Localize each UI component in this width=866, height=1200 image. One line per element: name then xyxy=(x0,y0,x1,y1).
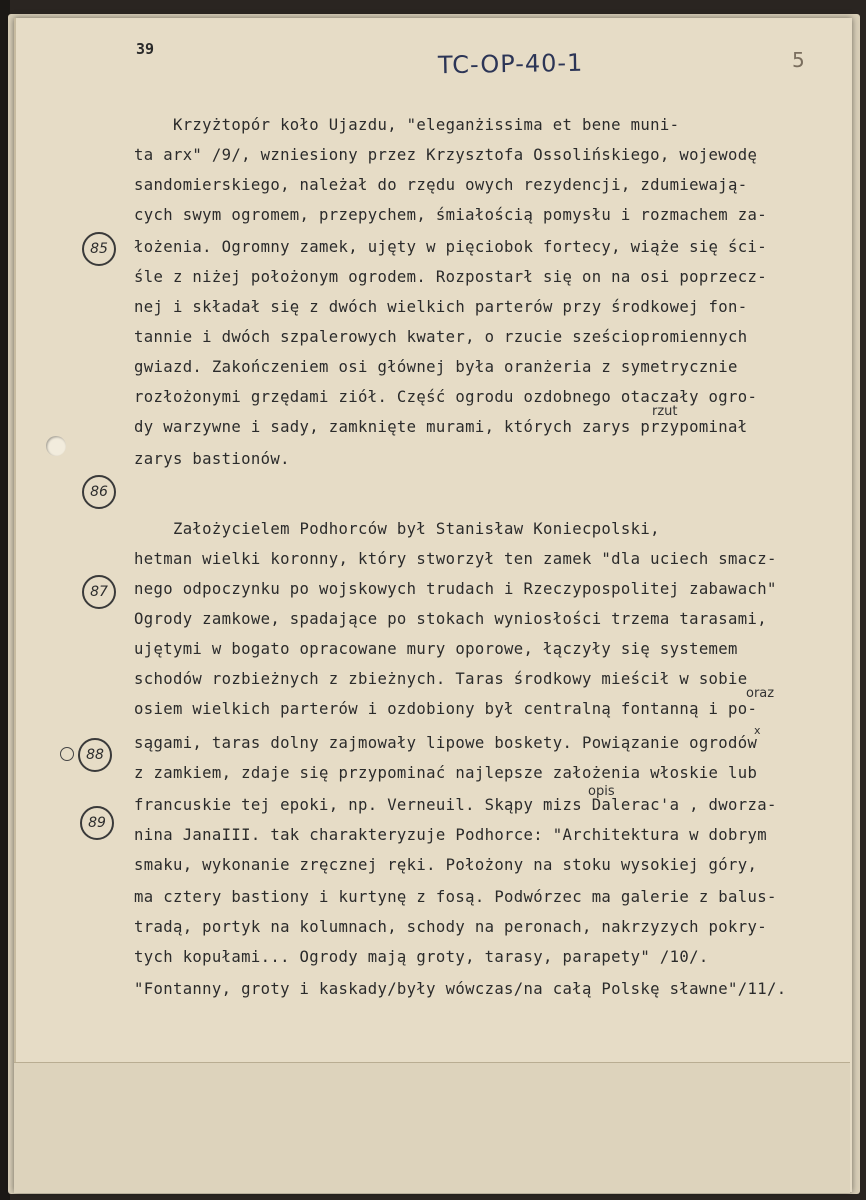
text-line: cych swym ogromem, przepychem, śmiałością pomysłu i rozmachem za- xyxy=(134,206,767,224)
text-line: łożenia. Ogromny zamek, ujęty w pięciobok fortecy, wiąże się ści- xyxy=(134,238,767,256)
annotation-oraz: oraz xyxy=(746,686,775,701)
text-line: ta arx" /9/, wzniesiony przez Krzysztofa Ossolińskiego, wojewodę xyxy=(134,146,758,164)
text-line: francuskie tej epoki, np. Verneuil. Skąpy mizs Dalerac'a , dworza- xyxy=(134,796,777,814)
annotation-opis: opis xyxy=(588,784,615,799)
text-line: tych kopułami... Ogrody mają groty, tarasy, parapety" /10/. xyxy=(134,948,709,966)
page-number: 39 xyxy=(136,40,155,58)
text-line: Krzyżtopór koło Ujazdu, "eleganżissima et bene muni- xyxy=(134,116,680,134)
text-line: ma cztery bastiony i kurtynę z fosą. Podwórzec ma galerie z balus- xyxy=(134,888,777,906)
text-line: "Fontanny, groty i kaskady/były wówczas/na całą Polskę sławne"/11/. xyxy=(134,980,787,998)
text-line: nego odpoczynku po wojskowych trudach i Rzeczypospolitej zabawach" xyxy=(134,580,777,598)
text-line: z zamkiem, zdaje się przypominać najlepsze założenia włoskie lub xyxy=(134,764,758,782)
margin-marker-89: 89 xyxy=(80,806,114,840)
archive-reference: TC-OP-40-1 xyxy=(437,48,584,80)
text-line: Założycielem Podhorców był Stanisław Koniecpolski, xyxy=(134,520,660,538)
text-line: hetman wielki koronny, który stworzył ten zamek "dla uciech smacz- xyxy=(134,550,777,568)
text-line: sandomierskiego, należał do rzędu owych rezydencji, zdumiewają- xyxy=(134,176,748,194)
text-line: Ogrody zamkowe, spadające po stokach wyniosłości trzema tarasami, xyxy=(134,610,767,628)
punch-hole xyxy=(46,436,66,456)
text-line: rozłożonymi grzędami ziół. Część ogrodu ozdobnego otaczały ogro- xyxy=(134,388,758,406)
text-line: gwiazd. Zakończeniem osi głównej była oranżeria z symetrycznie xyxy=(134,358,738,376)
margin-marker-85: 85 xyxy=(82,232,116,266)
text-body xyxy=(134,0,834,1060)
margin-marker-88: 88 xyxy=(78,738,112,772)
text-line: osiem wielkich parterów i ozdobiony był centralną fontanną i po- xyxy=(134,700,758,718)
text-line: nej i składał się z dwóch wielkich parterów przy środkowej fon- xyxy=(134,298,748,316)
margin-marker-87: 87 xyxy=(82,575,116,609)
text-line: tannie i dwóch szpalerowych kwater, o rzucie sześciopromiennych xyxy=(134,328,748,346)
text-line: tradą, portyk na kolumnach, schody na peronach, nakrzyzych pokry- xyxy=(134,918,767,936)
text-line: śle z niżej położonym ogrodem. Rozpostarł się on na osi poprzecz- xyxy=(134,268,767,286)
corner-number: 5 xyxy=(792,48,805,72)
text-line: nina JanaIII. tak charakteryzuje Podhorce: "Architektura w dobrym xyxy=(134,826,767,844)
text-line: dy warzywne i sady, zamknięte murami, których zarys przypominał xyxy=(134,418,748,436)
text-line: sągami, taras dolny zajmowały lipowe boskety. Powiązanie ogrodów xyxy=(134,734,758,752)
text-line: zarys bastionów. xyxy=(134,450,290,468)
margin-marker-86: 86 xyxy=(82,475,116,509)
margin-ring-mark xyxy=(60,747,74,761)
text-line: smaku, wykonanie zręcznej ręki. Położony na stoku wysokiej góry, xyxy=(134,856,758,874)
next-page-strip xyxy=(14,1062,850,1193)
text-line: schodów rozbieżnych z zbieżnych. Taras środkowy mieścił w sobie xyxy=(134,670,748,688)
annotation-x: x xyxy=(754,724,761,737)
annotation-rzut: rzut xyxy=(652,404,678,419)
text-line: ujętymi w bogato opracowane mury oporowe, łączyły się systemem xyxy=(134,640,738,658)
